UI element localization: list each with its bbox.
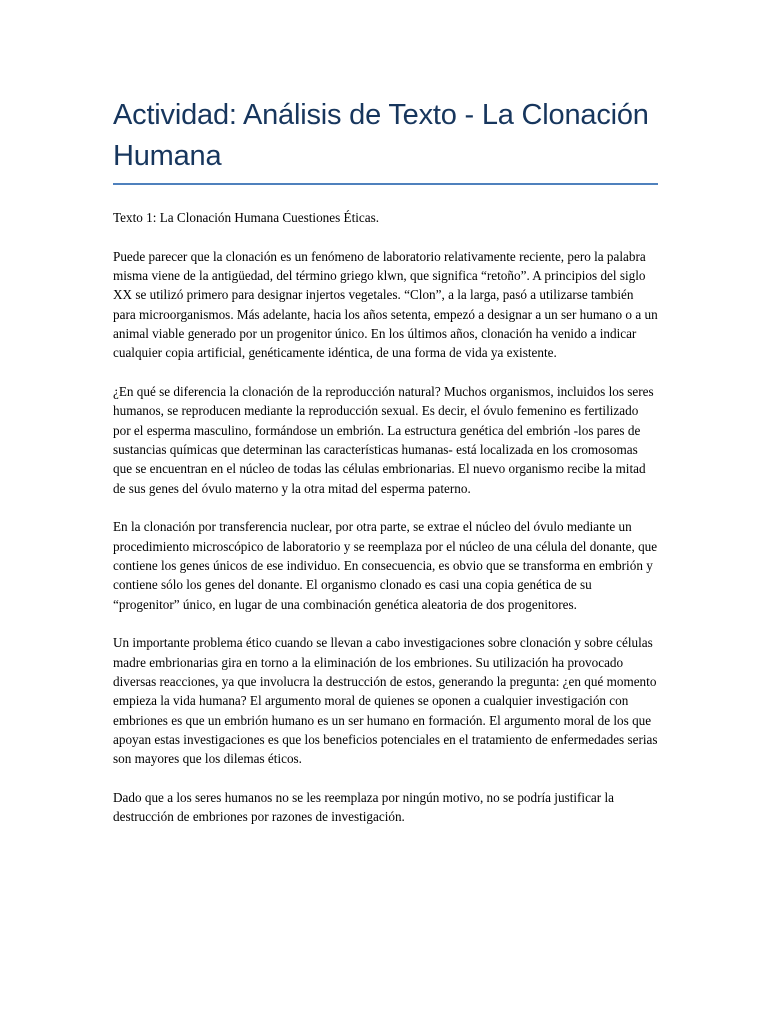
document-title: Actividad: Análisis de Texto - La Clonación Humana — [113, 95, 658, 185]
paragraph-1: Puede parecer que la clonación es un fenómeno de laboratorio relativamente reciente, pero la palabra misma viene de la antigüedad, del término griego klwn, que significa “retoño”. A principios del siglo XX se utilizó primero para designar injertos vegetales. “Clon”, a la larga, pasó a utilizarse también para microorganismos. Más adelante, hacia los años setenta, empezó a designar a un ser humano o a un animal viable generado por un progenitor único. En los últimos años, clonación ha venido a indicar cualquier copia artificial, genéticamente idéntica, de una forma de vida ya existente. — [113, 248, 658, 361]
paragraph-2: ¿En qué se diferencia la clonación de la reproducción natural? Muchos organismos, incluidos los seres humanos, se reproducen mediante la reproducción sexual. Es decir, el óvulo femenino es fertilizado por el esperma masculino, formándose un embrión. La estructura genética del embrión -los pares de sustancias químicas que determinan las características humanas- está localizada en los cromosomas que se encuentran en el núcleo de todas las células embrionarias. El nuevo organismo recibe la mitad de sus genes del óvulo materno y la otra mitad del esperma paterno. — [113, 384, 654, 496]
paragraph-3: En la clonación por transferencia nuclear, por otra parte, se extrae el núcleo del óvulo mediante un procedimiento microscópico de laboratorio y se reemplaza por el núcleo de una célula del donante, que contiene los genes únicos de ese individuo. En consecuencia, es obvio que se transforma en embrión y contiene sólo los genes del donante. El organismo clonado es casi una copia genética de su “progenitor” único, en lugar de una combinación genética aleatoria de dos progenitores. — [113, 519, 658, 612]
document-page — [113, 95, 658, 827]
text-subtitle: Texto 1: La Clonación Humana Cuestiones Éticas. — [113, 210, 380, 225]
paragraph-5: Dado que a los seres humanos no se les reemplaza por ningún motivo, no se podría justificar la destrucción de embriones por razones de investigación. — [113, 789, 614, 825]
paragraph-4: Un importante problema ético cuando se llevan a cabo investigaciones sobre clonación y sobre células madre embrionarias gira en torno a la eliminación de los embriones. Su utilización ha provocado diversas reacciones, ya que involucra la destrucción de estos, generando la pregunta: ¿en qué momento empieza la vida humana? El argumento moral de quienes se oponen a cualquier investigación con embriones es que un embrión humano es un ser humano en formación. El argumento moral de los que apoyan estas investigaciones es que los beneficios potenciales en el tratamiento de enfermedades serias son mayores que los dilemas éticos. — [113, 635, 658, 767]
